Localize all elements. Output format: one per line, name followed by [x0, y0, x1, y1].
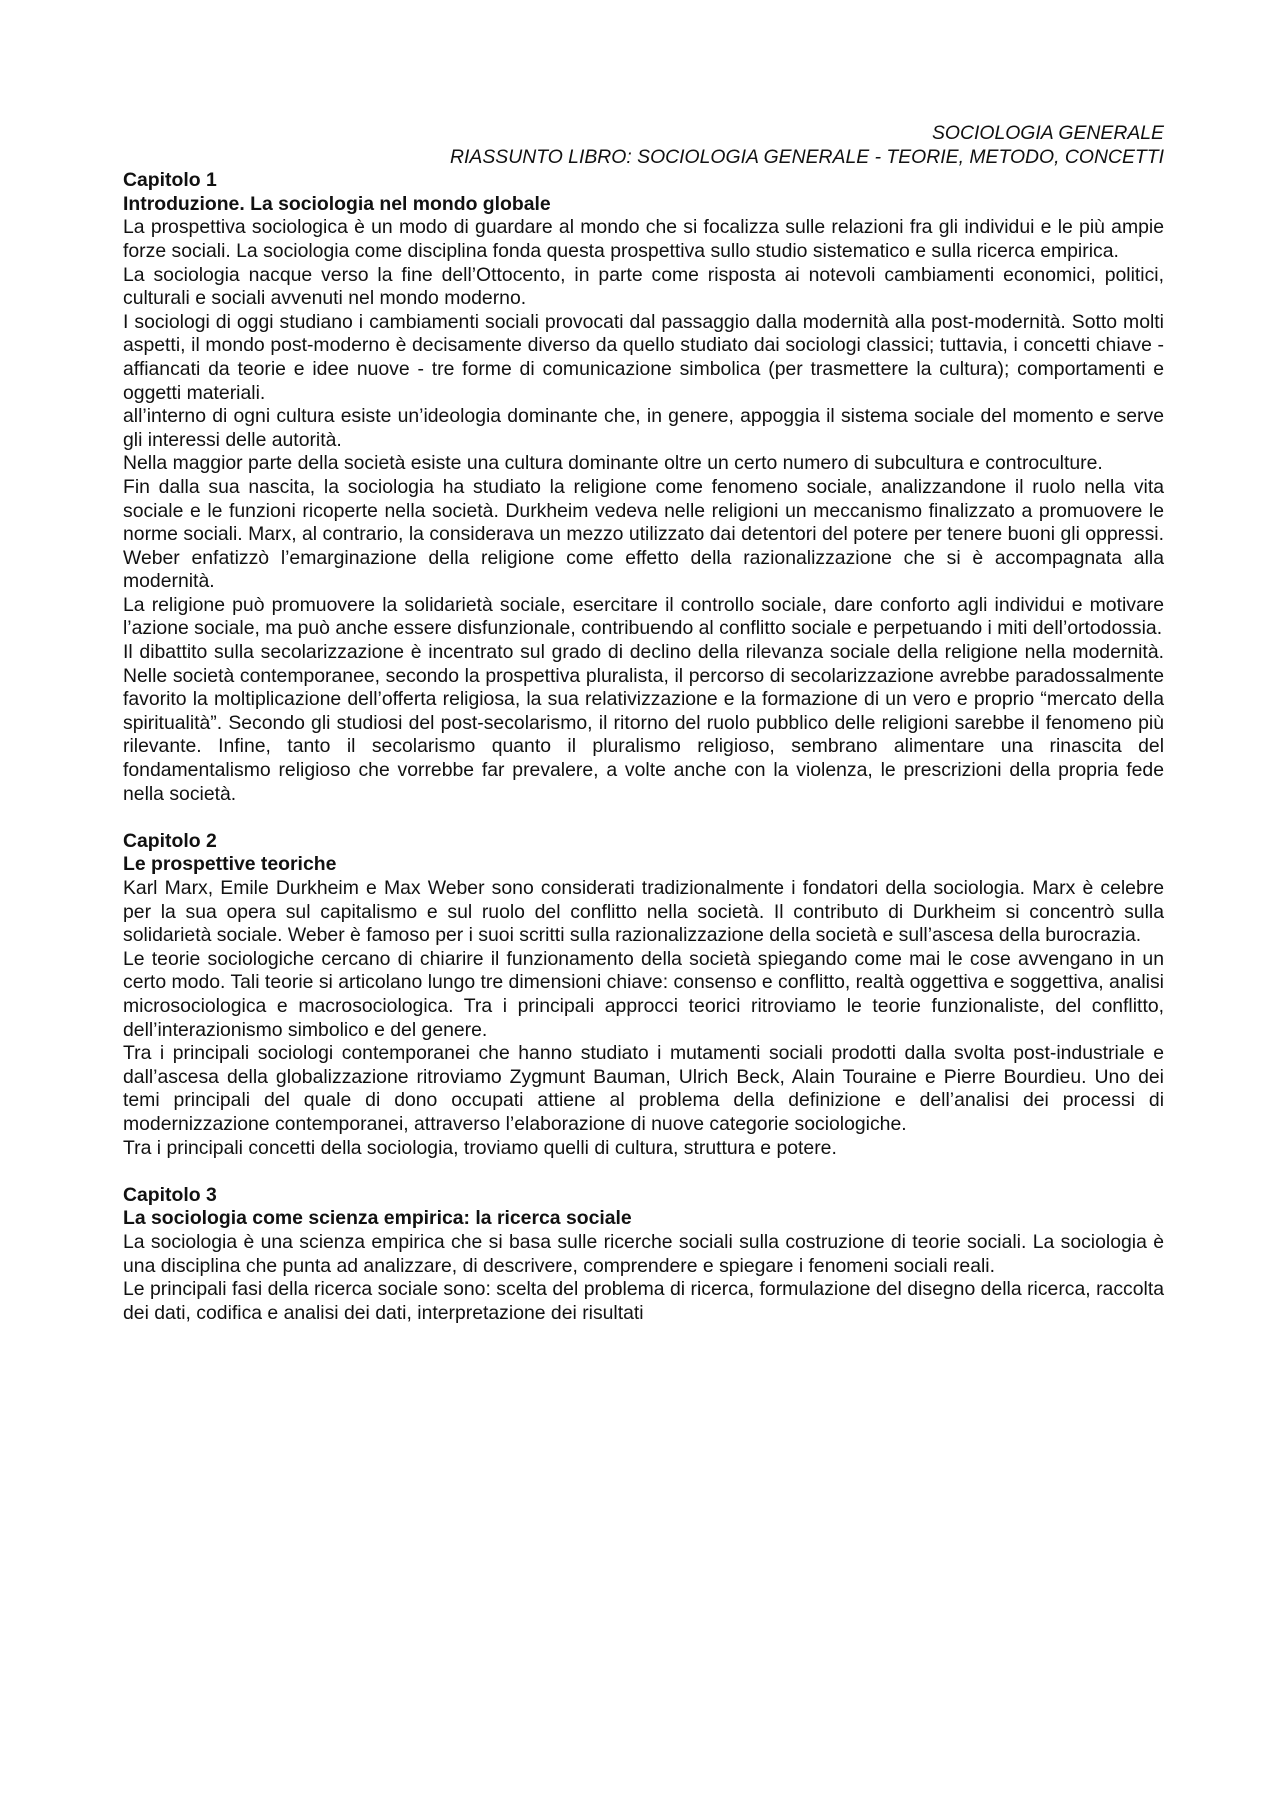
chapter-title: La sociologia come scienza empirica: la ricerca sociale [123, 1207, 632, 1230]
chapter-3 [123, 1184, 1164, 1326]
paragraph: Il dibattito sulla secolarizzazione è incentrato sul grado di declino della rilevanza sociale della religione nella modernità. Nelle società contemporanee, secondo la prospettiva pluralista, il percorso di secolarizzazione avrebbe paradossalmente favorito la moltiplicazione dell’offerta religiosa, la sua relativizzazione e la formazione di un vero e proprio “mercato della spiritualità”. Secondo gli studiosi del post-secolarismo, il ritorno del ruolo pubblico delle religioni sarebbe il fenomeno più rilevante. Infine, tanto il secolarismo quanto il pluralismo religioso, sembrano alimentare una rinascita del fondamentalismo religioso che vorrebbe far prevalere, a volte anche con la violenza, le prescrizioni della propria fede nella società. [123, 641, 1164, 805]
paragraph: Karl Marx, Emile Durkheim e Max Weber sono considerati tradizionalmente i fondatori della sociologia. Marx è celebre per la sua opera sul capitalismo e sul ruolo del conflitto nella società. Il contributo di Durkheim si concentrò sulla solidarietà sociale. Weber è famoso per i suoi scritti sulla razionalizzazione della società e sull’ascesa della burocrazia. [123, 877, 1164, 947]
chapter-number: Capitolo 2 [123, 829, 217, 852]
chapter-1 [123, 169, 1164, 806]
paragraph: Tra i principali concetti della sociologia, troviamo quelli di cultura, struttura e potere. [123, 1136, 837, 1159]
paragraph: all’interno di ogni cultura esiste un’ideologia dominante che, in genere, appoggia il sistema sociale del momento e serve gli interessi delle autorità. [123, 405, 1164, 451]
chapter-2 [123, 830, 1164, 1160]
chapter-number: Capitolo 3 [123, 1183, 217, 1206]
chapter-title: Le prospettive teoriche [123, 853, 337, 876]
paragraph: La sociologia è una scienza empirica che si basa sulle ricerche sociali sulla costruzione di teorie sociali. La sociologia è una disciplina che punta ad analizzare, di descrivere, comprendere e spiegare i fenomeni sociali reali. [123, 1230, 1164, 1277]
paragraph: I sociologi di oggi studiano i cambiamenti sociali provocati dal passaggio dalla modernità alla post-modernità. Sotto molti aspetti, il mondo post-moderno è decisamente diverso da quello studiato dai sociologi classici; tuttavia, i concetti chiave - affiancati da teorie e idee nuove - tre forme di comunicazione simbolica (per trasmettere la cultura); comportamenti e oggetti materiali. [123, 310, 1164, 404]
document-page [123, 122, 1164, 1325]
chapter-number: Capitolo 1 [123, 169, 217, 192]
document-header [123, 122, 1164, 169]
book-summary-title: RIASSUNTO LIBRO: SOCIOLOGIA GENERALE - TEORIE, METODO, CONCETTI [450, 145, 1164, 168]
paragraph: Fin dalla sua nascita, la sociologia ha studiato la religione come fenomeno sociale, analizzandone il ruolo nella vita sociale e le funzioni ricoperte nella società. Durkheim vedeva nelle religioni un meccanismo finalizzato a promuovere le norme sociali. Marx, al contrario, la considerava un mezzo utilizzato dai detentori del potere per tenere buoni gli oppressi. Weber enfatizzò l’emarginazione della religione come effetto della razionalizzazione che si è accompagnata alla modernità. [123, 475, 1164, 593]
paragraph: La religione può promuovere la solidarietà sociale, esercitare il controllo sociale, dare conforto agli individui e motivare l’azione sociale, ma può anche essere disfunzionale, contribuendo al conflitto sociale e perpetuando i miti dell’ortodossia. [123, 593, 1164, 640]
paragraph: Nella maggior parte della società esiste una cultura dominante oltre un certo numero di subcultura e controculture. [123, 452, 1103, 475]
course-title: SOCIOLOGIA GENERALE [931, 122, 1164, 144]
paragraph: Le teorie sociologiche cercano di chiarire il funzionamento della società spiegando come mai le cose avvengano in un certo modo. Tali teorie si articolano lungo tre dimensioni chiave: consenso e conflitto, realtà oggettiva e soggettiva, analisi microsociologica e macrosociologica. Tra i principali approcci teorici ritroviamo le teorie funzionaliste, del conflitto, dell’interazionismo simbolico e del genere. [123, 947, 1164, 1041]
paragraph: La prospettiva sociologica è un modo di guardare al mondo che si focalizza sulle relazioni fra gli individui e le più ampie forze sociali. La sociologia come disciplina fonda questa prospettiva sullo studio sistematico e sulla ricerca empirica. [123, 216, 1164, 262]
chapter-title: Introduzione. La sociologia nel mondo globale [123, 192, 551, 215]
paragraph: Le principali fasi della ricerca sociale sono: scelta del problema di ricerca, formulazione del disegno della ricerca, raccolta dei dati, codifica e analisi dei dati, interpretazione dei risultati [123, 1278, 1164, 1324]
paragraph: Tra i principali sociologi contemporanei che hanno studiato i mutamenti sociali prodotti dalla svolta post-industriale e dall’ascesa della globalizzazione ritroviamo Zygmunt Bauman, Ulrich Beck, Alain Touraine e Pierre Bourdieu. Uno dei temi principali del quale di dono occupati attiene al problema della definizione e dell’analisi dei processi di modernizzazione contemporanei, attraverso l’elaborazione di nuove categorie sociologiche. [123, 1042, 1164, 1135]
paragraph: La sociologia nacque verso la fine dell’Ottocento, in parte come risposta ai notevoli cambiamenti economici, politici, culturali e sociali avvenuti nel mondo moderno. [123, 263, 1164, 310]
